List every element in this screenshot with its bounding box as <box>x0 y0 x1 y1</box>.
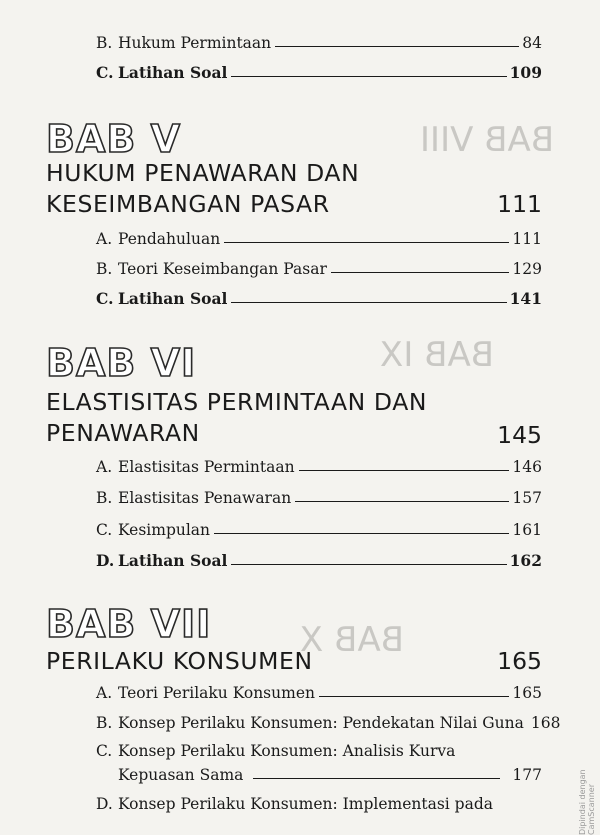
entry-label: Teori Perilaku Konsumen <box>118 684 315 702</box>
toc-entry[interactable] <box>96 452 542 476</box>
entry-page: 111 <box>512 230 542 248</box>
entry-letter: C. <box>96 289 114 308</box>
leader-line <box>231 302 506 303</box>
scanner-watermark: Dipindai dengan CamScanner <box>578 769 596 835</box>
entry-letter: A. <box>96 230 113 248</box>
toc-entry[interactable] <box>96 28 542 52</box>
chapter-page: 111 <box>497 190 542 218</box>
leader-line <box>224 242 509 243</box>
leader-line <box>275 46 519 47</box>
entry-letter: D. <box>96 795 113 813</box>
chapter-title-line: HUKUM PENAWARAN DAN <box>46 159 360 187</box>
leader-line <box>231 76 506 77</box>
entry-letter: C. <box>96 63 114 82</box>
toc-entry[interactable] <box>96 736 542 760</box>
leader-line <box>319 696 509 697</box>
entry-page: 84 <box>522 34 542 52</box>
toc-entry[interactable] <box>96 678 542 702</box>
bleed-through: BAB VIII <box>420 120 555 160</box>
chapter-title-line: KESEIMBANGAN PASAR <box>46 190 330 218</box>
entry-page: 168 <box>530 714 561 732</box>
chapter-number: BAB V <box>46 117 181 161</box>
entry-label: Konsep Perilaku Konsumen: Pendekatan Nilai Guna <box>118 714 524 732</box>
chapter-page: 145 <box>497 421 542 449</box>
bleed-through: BAB X <box>300 620 405 660</box>
leader-line <box>253 778 500 779</box>
entry-label: Elastisitas Permintaan <box>118 458 295 476</box>
toc-entry[interactable] <box>96 515 542 539</box>
toc-entry[interactable] <box>96 284 542 308</box>
entry-label: Latihan Soal <box>118 63 228 82</box>
leader-line <box>231 564 506 565</box>
entry-page: 165 <box>512 684 542 702</box>
toc-entry[interactable] <box>96 789 542 813</box>
chapter-title-line: PERILAKU KONSUMEN <box>46 647 313 675</box>
toc-entry[interactable] <box>96 58 542 82</box>
entry-page: 141 <box>509 289 542 308</box>
entry-letter: A. <box>96 684 113 702</box>
entry-label: Konsep Perilaku Konsumen: Analisis Kurva <box>118 742 456 760</box>
entry-page: 161 <box>512 521 542 539</box>
entry-letter: B. <box>96 260 113 278</box>
entry-label: Pendahuluan <box>118 230 221 248</box>
chapter-number: BAB VI <box>46 341 197 385</box>
entry-letter: C. <box>96 742 113 760</box>
entry-page: 109 <box>509 63 542 82</box>
entry-letter: B. <box>96 489 113 507</box>
toc-entry[interactable] <box>96 483 542 507</box>
leader-line <box>299 470 510 471</box>
entry-label: Latihan Soal <box>118 551 228 570</box>
entry-letter: B. <box>96 714 113 732</box>
leader-line <box>214 533 509 534</box>
chapter-title-line: ELASTISITAS PERMINTAAN DAN <box>46 388 428 416</box>
entry-label: Elastisitas Penawaran <box>118 489 292 507</box>
entry-page: 129 <box>512 260 542 278</box>
toc-entry[interactable] <box>96 224 542 248</box>
entry-letter: B. <box>96 34 113 52</box>
entry-label: Konsep Perilaku Konsumen: Implementasi pada <box>118 795 494 813</box>
toc-entry[interactable] <box>96 708 561 732</box>
toc-entry[interactable] <box>96 254 542 278</box>
entry-letter: A. <box>96 458 113 476</box>
entry-label: Kesimpulan <box>118 521 211 539</box>
entry-label: Kepuasan Sama <box>118 766 244 784</box>
entry-label: Hukum Permintaan <box>118 34 272 52</box>
bleed-through: BAB IX <box>380 335 495 375</box>
toc-entry-continuation[interactable] <box>96 760 542 784</box>
entry-page: 177 <box>512 766 542 784</box>
entry-letter: C. <box>96 521 113 539</box>
chapter-title-line: PENAWARAN <box>46 419 200 447</box>
entry-label: Teori Keseimbangan Pasar <box>118 260 327 278</box>
entry-label: Latihan Soal <box>118 289 228 308</box>
leader-line <box>331 272 510 273</box>
chapter-number: BAB VII <box>46 602 212 646</box>
entry-page: 162 <box>509 551 542 570</box>
entry-page: 146 <box>512 458 542 476</box>
chapter-page: 165 <box>497 647 542 675</box>
toc-entry[interactable] <box>96 546 542 570</box>
entry-page: 157 <box>512 489 542 507</box>
entry-letter: D. <box>96 551 115 570</box>
leader-line <box>295 501 509 502</box>
